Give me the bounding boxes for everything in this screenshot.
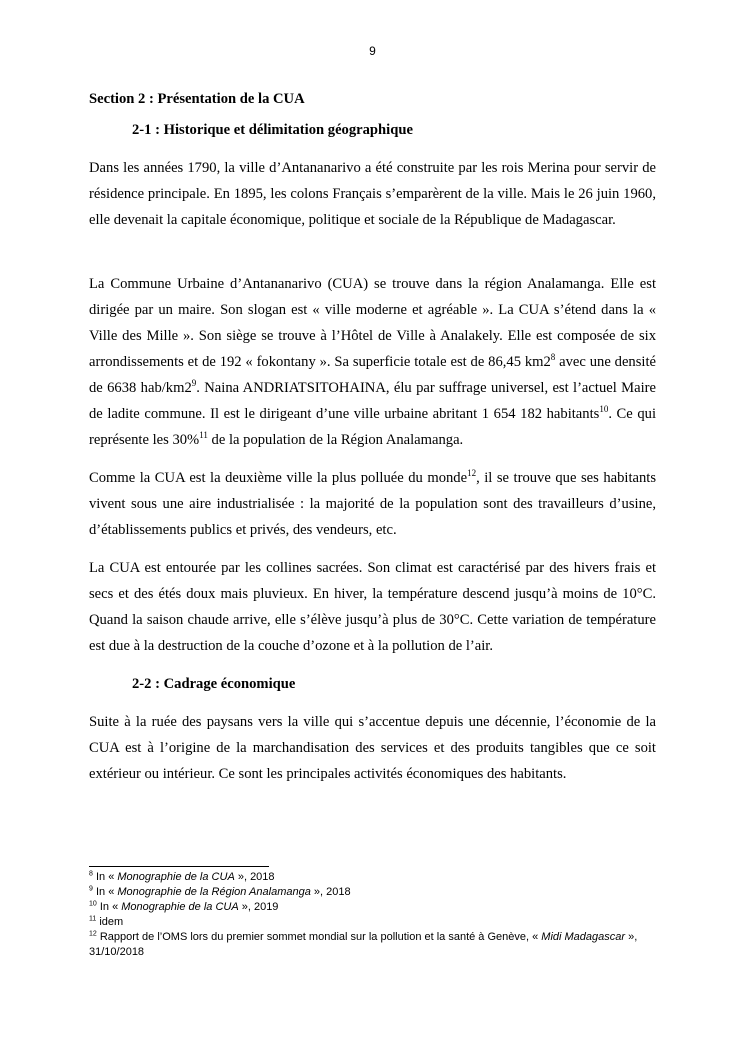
footnote-ref-8[interactable]: 8	[550, 352, 556, 363]
footnote-12: $^{12}$ Rapport de l’OMS lors du premier sommet mondial sur la pollution et la santé à Genève, « Midi Madagascar », 31/10/2018	[89, 930, 638, 958]
paragraph-cua-presentation	[89, 271, 656, 453]
footnote-8: $^8$ In « Monographie de la CUA », 2018	[89, 870, 275, 883]
paragraph-climat	[89, 555, 656, 659]
section-title: Section 2 : Présentation de la CUA	[89, 91, 305, 107]
paragraph-text: Comme la CUA est la deuxième ville la plus polluée du monde	[89, 470, 468, 486]
paragraph-text: . Naina ANDRIATSITOHAINA, élu par suffrage universel, est l’actuel Maire de ladite commune. Il est le dirigeant d’une ville urbaine abritant 1 654 182 habitants	[89, 380, 656, 422]
footnote-ref-12[interactable]: 12	[467, 468, 477, 479]
footnote-separator	[89, 866, 269, 867]
paragraph-economie	[89, 709, 656, 787]
paragraph-text: Dans les années 1790, la ville d’Antananarivo a été construite par les rois Merina pour servir de résidence principale. En 1895, les colons Français s’emparèrent de la ville. Mais le 26 juin 1960, elle devenait la capitale économique, politique et sociale de la République de Madagascar.	[89, 160, 656, 228]
footnote-ref-9[interactable]: 9	[191, 378, 197, 389]
footnote-ref-11[interactable]: 11	[199, 430, 208, 441]
paragraph-text: , il se trouve que ses habitants vivent sous une aire industrialisée : la majorité de la population sont des travailleurs d’usine, d’établissements publics et privés, des vendeurs, etc.	[89, 470, 657, 538]
paragraph-pollution	[89, 465, 656, 543]
paragraph-text: La Commune Urbaine d’Antananarivo (CUA) se trouve dans la région Analamanga. Elle est dirigée par un maire. Son slogan est « ville moderne et agréable ». La CUA s’étend dans la « Ville des Mille ». Son siège se trouve à l’Hôtel de Ville à Analakely. Elle est composée de six arrondissements et de 192 « fokontany ». Sa superficie totale est de 86,45 km2	[89, 276, 656, 370]
footnote-10: $^{10}$ In « Monographie de la CUA », 2019	[89, 900, 279, 913]
paragraph-text: de la population de la Région Analamanga.	[207, 432, 464, 448]
footnote-9: $^9$ In « Monographie de la Région Analamanga », 2018	[89, 885, 351, 898]
page-number: 9	[369, 44, 376, 58]
paragraph-text: avec une densité de 6638 hab/km2	[89, 354, 656, 396]
subsection-title-historique: 2-1 : Historique et délimitation géographique	[132, 122, 413, 138]
paragraph-historique	[89, 155, 656, 233]
footnote-ref-10[interactable]: 10	[599, 404, 609, 415]
subsection-title-economique: 2-2 : Cadrage économique	[132, 676, 296, 692]
footnotes	[89, 870, 656, 960]
footnote-11: $^{11}$ idem	[89, 915, 124, 928]
paragraph-text: La CUA est entourée par les collines sacrées. Son climat est caractérisé par des hivers frais et secs et des étés doux mais pluvieux. En hiver, la température descend jusqu’à moins de 10°C. Quand la saison chaude arrive, elle s’élève jusqu’à plus de 30°C. Cette variation de température est due à la destruction de la couche d’ozone et à la pollution de l’air.	[89, 560, 656, 654]
paragraph-text: . Ce qui représente les 30%	[89, 406, 656, 448]
paragraph-text: Suite à la ruée des paysans vers la ville qui s’accentue depuis une décennie, l’économie de la CUA est à l’origine de la marchandisation des services et des produits tangibles que ce soit extérieur ou intérieur. Ce sont les principales activités économiques des habitants.	[89, 714, 656, 782]
